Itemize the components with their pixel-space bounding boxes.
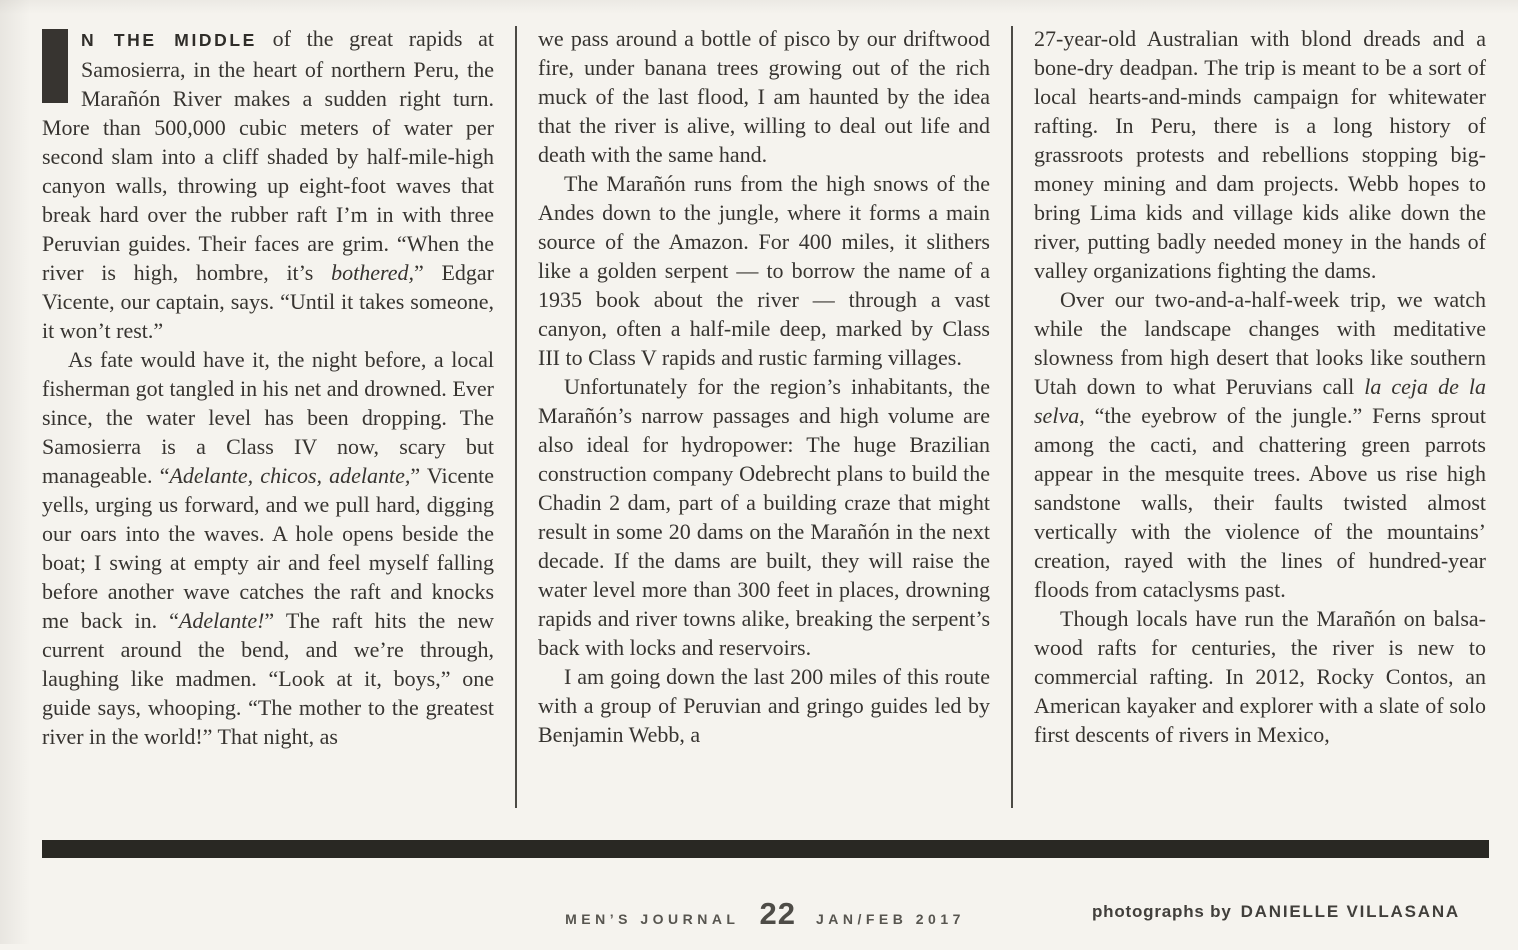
- text-segment: I am going down the last 200 miles of this route with a group of Peruvian and gringo guides led by Benjamin Webb, a: [538, 664, 990, 747]
- article-paragraph: [42, 345, 494, 751]
- text-segment: ” Edgar Vicente, our captain, says. “Until it takes someone, it won’t rest.”: [42, 260, 494, 343]
- photo-credit: [1092, 902, 1460, 922]
- text-segment: ” Vicente yells, urging us forward, and we pull hard, digging our oars into the waves. A hole opens beside the boat; I swing at empty air and feel myself falling before another wave catches the raft and knocks me back in. “: [42, 463, 495, 633]
- text-segment: Though locals have run the Marañón on balsa-wood rafts for centuries, the river is new to commercial rafting. In 2012, Rocky Contos, an American kayaker and explorer with a slate of solo first descents of rivers in Mexico,: [1034, 606, 1486, 747]
- text-segment: we pass around a bottle of pisco by our driftwood fire, under banana trees growing out of the rich muck of the last flood, I am haunted by the idea that the river is alive, willing to deal out life and death with the same hand.: [538, 26, 990, 167]
- article-paragraph: [1034, 285, 1486, 604]
- credit-prefix: photographs by: [1091, 902, 1232, 921]
- text-segment: , “the eyebrow of the jungle.” Ferns sprout among the cacti, and chattering green parrots appear in the mesquite trees. Above us rise high sandstone walls, their faults twisted almost vertically with the violence of the mountains’ creation, rayed with the lines of hundred-year floods from cataclysms past.: [1034, 403, 1486, 602]
- page-footer: [42, 880, 1488, 950]
- article-paragraph: [538, 169, 990, 372]
- text-segment: ” The raft hits the new current around the bend, and we’re through, laughing like madmen. “Look at it, boys,” one guide says, whooping. “The mother to the greatest river in the world!” That night, as: [42, 608, 494, 749]
- text-segment: Over our two-and-a-half-week trip, we watch while the landscape changes with meditative slowness from high desert that looks like southern Utah down to what Peruvians call: [1034, 287, 1486, 399]
- footer-divider-bar: [42, 840, 1489, 858]
- text-segment: As fate would have it, the night before, a local fisherman got tangled in his net and drowned. Ever since, the water level has been dropping. The Samosierra is a Class IV now, scary but manageable. “: [42, 347, 494, 488]
- text-segment: of the great rapids at Samosierra, in the heart of northern Peru, the Marañón River makes a sudden right turn. More than 500,000 cubic meters of water per second slam into a cliff shaded by half-mile-high canyon walls, throwing up eight-foot waves that break hard over the rubber raft I’m in with three Peruvian guides. Their faces are grim. “When the river is high, hombre, it’s: [42, 26, 495, 285]
- drop-cap-letter: [42, 29, 68, 103]
- article-body: [42, 24, 1488, 832]
- page-number: 22: [759, 896, 796, 931]
- article-paragraph: [538, 372, 990, 662]
- lead-in-caps: N THE MIDDLE: [81, 30, 257, 50]
- article-column-2: [538, 24, 990, 832]
- issue-date: JAN/FEB 2017: [815, 911, 965, 927]
- italic-text-segment: la ceja de la selva: [1034, 374, 1486, 428]
- italic-text-segment: bothered,: [331, 260, 414, 285]
- text-segment: Unfortunately for the region’s inhabitants, the Marañón’s narrow passages and high volume are also ideal for hydropower: The huge Brazilian construction company Odebrecht plans to build the Chadin 2 dam, part of a building craze that might result in some 20 dams on the Marañón in the next decade. If the dams are built, they will raise the water level more than 300 feet in places, drowning rapids and river towns alike, breaking the serpent’s back with locks and reservoirs.: [538, 374, 990, 660]
- article-paragraph: [538, 662, 990, 749]
- article-column-3: [1034, 24, 1486, 832]
- italic-text-segment: Adelante!: [178, 608, 265, 633]
- column-rule-1: [515, 26, 517, 808]
- folio-line: [565, 896, 965, 932]
- text-segment: The Marañón runs from the high snows of the Andes down to the jungle, where it forms a main source of the Amazon. For 400 miles, it slithers like a golden serpent — to borrow the name of a 1935 book about the river — through a vast canyon, often a half-mile deep, marked by Class III to Class V rapids and rustic farming villages.: [538, 171, 990, 370]
- article-paragraph: [1034, 24, 1486, 285]
- italic-text-segment: Adelante, chicos, adelante,: [169, 463, 411, 488]
- photographer-name: DANIELLE VILLASANA: [1240, 902, 1460, 921]
- magazine-title: MEN’S JOURNAL: [565, 911, 740, 927]
- article-paragraph: [42, 24, 494, 345]
- article-column-1: [42, 24, 494, 832]
- article-paragraph: [538, 24, 990, 169]
- text-segment: 27-year-old Australian with blond dreads and a bone-dry deadpan. The trip is meant to be a sort of local hearts-and-minds campaign for whitewater rafting. In Peru, there is a long history of grassroots protests and rebellions stopping big-money mining and dam projects. Webb hopes to bring Lima kids and village kids alike down the river, putting badly needed money in the hands of valley organizations fighting the dams.: [1034, 26, 1486, 283]
- column-rule-2: [1011, 26, 1013, 808]
- article-paragraph: [1034, 604, 1486, 749]
